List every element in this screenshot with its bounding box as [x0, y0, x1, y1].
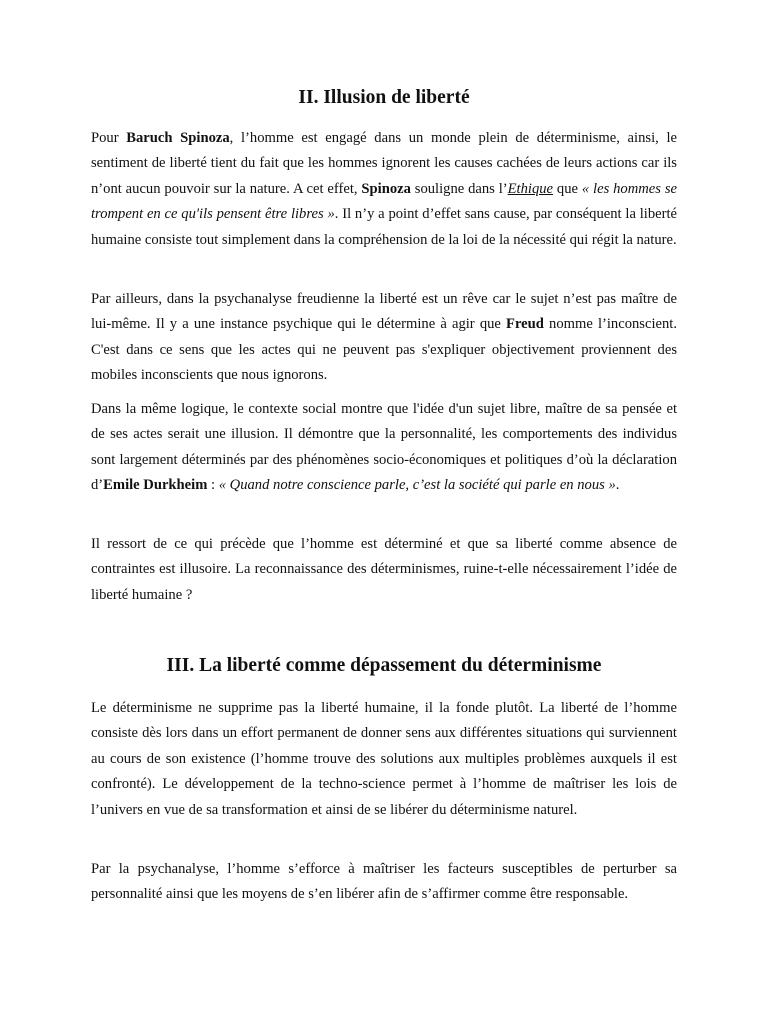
quotation: « les hommes se trompent en ce qu'ils pensent être libres » — [91, 180, 677, 223]
text-run: que — [553, 180, 582, 197]
author-name: Baruch Spinoza — [126, 130, 230, 146]
section-heading-depassement: III. La liberté comme dépassement du déterminisme — [166, 655, 602, 676]
author-name: Emile Durkheim — [103, 477, 208, 494]
author-name: Spinoza — [361, 180, 411, 197]
text-run: . — [615, 477, 620, 494]
paragraph-conclusion: Il ressort de ce qui précède que l’homme est déterminé et que sa liberté comme absence de contraintes est illusoire. La reconnaissance des déterminismes, ruine-t-elle nécessairement l’idée de liberté humaine ? — [91, 536, 677, 603]
paragraph-psychanalyse: Par la psychanalyse, l’homme s’efforce à maîtriser les facteurs susceptibles de perturber sa personnalité ainsi que les moyens de s’en libérer afin de s’affirmer comme être responsable. — [91, 861, 677, 903]
text-run: souligne dans l’ — [410, 180, 508, 197]
book-title: Ethique — [507, 180, 554, 197]
paragraph-techno-science: Le déterminisme ne supprime pas la liberté humaine, il la fonde plutôt. La liberté de l’homme consiste dès lors dans un effort permanent de donner sens aux différentes situations qui surviennent au cours de son existence (l’homme trouve des solutions aux multiples problèmes auxquels il est confronté). Le développement de la techno-science permet à l’homme de maîtriser les lois de l’univers en vue de sa transformation et ainsi de se libérer du déterminisme naturel. — [91, 700, 677, 818]
text-run: Dans la même logique, le contexte social montre que l'idée d'un sujet libre, maître de sa pensée et de ses actes serait une illusion. Il démontre que la personnalité, les comportements des individus sont largement déterminés par des phénomènes socio-économiques et politiques d’où la déclaration d’ — [91, 401, 677, 494]
paragraph-freud — [91, 287, 677, 389]
quotation: « Quand notre conscience parle, c’est la société qui parle en nous » — [218, 477, 616, 494]
author-name: Freud — [506, 316, 544, 333]
text-run: nomme l’inconscient. C'est dans ce sens que les actes qui ne peuvent pas s'expliquer objectivement proviennent des mobiles inconscients que nous ignorons. — [91, 316, 677, 384]
text-run: : — [207, 477, 219, 494]
text-run: Pour — [91, 130, 127, 146]
section-heading-illusion: II. Illusion de liberté — [298, 87, 470, 108]
text-run: Par ailleurs, dans la psychanalyse freudienne la liberté est un rêve car le sujet n’est pas maître de lui-même. Il y a une instance psychique qui le détermine à agir que — [91, 291, 677, 333]
text-run: , l’homme est engagé dans un monde plein de déterminisme, ainsi, le sentiment de liberté tient du fait que les hommes ignorent les causes cachées de leurs actions car ils n’ont aucun pouvoir sur la nature. A cet effet, — [91, 130, 677, 197]
paragraph-spinoza — [91, 126, 677, 253]
paragraph-durkheim — [91, 397, 677, 499]
text-run: . Il n’y a point d’effet sans cause, par conséquent la liberté humaine consiste tout simplement dans la compréhension de la loi de la nécessité qui régit la nature. — [91, 206, 677, 248]
